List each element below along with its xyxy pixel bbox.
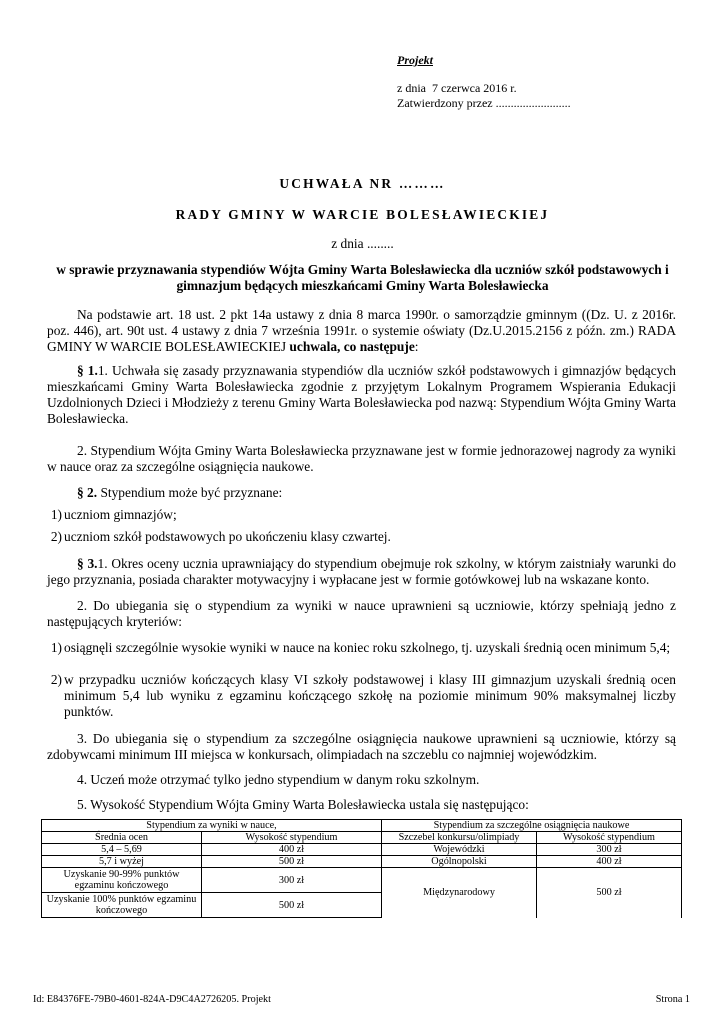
par1-item1: § 1.1. Uchwała się zasady przyznawania stypendiów dla uczniów szkół podstawowych i gimnazjów będących mieszkańcami Gminy Warta Bolesławiecka zgodnie z przyjętym Lokalnym Programem Wspierania Edukacji Uzdolnionych Dzieci i Młodzieży z terenu Gminy Warta Bolesławiecka pod nazwą: Stypendium Wójta Gminy Warta Bolesławiecka. xyxy=(47,363,676,426)
resolution-subject: w sprawie przyznawania stypendiów Wójta Gminy Warta Bolesławiecka dla uczniów szkół podstawowych i gimnazjum będących mieszkańcami Gminy Warta Bolesławiecka xyxy=(56,262,669,293)
table-cell xyxy=(537,868,682,918)
table-col-header: Średnia ocen xyxy=(42,832,202,844)
par2-intro: § 2. Stypendium może być przyznane: xyxy=(77,485,283,500)
table-cell: 400 zł xyxy=(202,844,382,856)
par1-item2: 2. Stypendium Wójta Gminy Warta Bolesławiecka przyznawane jest w formie jednorazowej nagrody za wyniki w nauce oraz za szczególne osiągnięcia naukowe. xyxy=(47,443,676,474)
list-item: 1) osiągnęli szczególnie wysokie wyniki w nauce na koniec roku szkolnego, tj. uzyskali średnią ocen minimum 5,4; xyxy=(50,640,671,655)
par3-item1: § 3.1. Okres oceny ucznia uprawniający do stypendium obejmuje rok szkolny, w którym zaistniały warunki do jego przyznania, posiada charakter motywacyjny i wypłacane jest w formie gotówkowej lub na wskazane konto. xyxy=(47,556,676,587)
table-cell: 5,4 – 5,69 xyxy=(42,844,202,856)
resolution-date: z dnia ........ xyxy=(331,236,394,251)
table-cell: Uzyskanie 90-99% punktów egzaminu kończowego xyxy=(42,868,202,893)
table-cell: 500 zł xyxy=(202,893,382,918)
table-cell: 400 zł xyxy=(537,856,682,868)
list-item: 1) uczniom gimnazjów; xyxy=(50,507,177,522)
par3-item3: 3. Do ubiegania się o stypendium za szczególne osiągnięcia naukowe uprawnieni są uczniowie, którzy są zdobywcami minimum III miejsca w konkursach, olimpiadach na szczeblu co najmniej wojewódzkim. xyxy=(47,731,676,762)
table-cell: Uzyskanie 100% punktów egzaminu kończowego xyxy=(42,893,202,918)
table-row xyxy=(42,868,682,893)
table-cell: 5,7 i wyżej xyxy=(42,856,202,868)
table-col-header: Wysokość stypendium xyxy=(202,832,382,844)
table-header-right: Stypendium za szczególne osiągnięcia naukowe xyxy=(382,820,682,832)
header-date: z dnia 7 czerwca 2016 r. xyxy=(397,81,517,95)
council-title: RADY GMINY W WARCIE BOLESŁAWIECKIEJ xyxy=(175,207,550,222)
table-row xyxy=(42,844,682,856)
projekt-label: Projekt xyxy=(397,53,433,67)
preamble: Na podstawie art. 18 ust. 2 pkt 14a ustawy z dnia 8 marca 1990r. o samorządzie gminnym ((Dz. U. z 2016r. poz. 446), art. 90t ust. 4 ustawy z dnia 7 września 1991r. o systemie oświaty (Dz.U.2015.2156 z późn. zm.) RADA GMINY W WARCIE BOLESŁAWIECKIEJ uchwala, co następuje: xyxy=(47,307,676,354)
table-col-header: Wysokość stypendium xyxy=(537,832,682,844)
resolution-title: UCHWAŁA NR ……… xyxy=(279,176,446,191)
table-header-left: Stypendium za wyniki w nauce, xyxy=(42,820,382,832)
par3-item4: 4. Uczeń może otrzymać tylko jedno stypendium w danym roku szkolnym. xyxy=(77,772,480,787)
table-cell: Ogólnopolski xyxy=(382,856,537,868)
table-row xyxy=(42,856,682,868)
table-col-header: Szczebel konkursu/olimpiady xyxy=(382,832,537,844)
table-cell: 300 zł xyxy=(537,844,682,856)
stipend-table xyxy=(41,819,682,918)
table-cell: Wojewódzki xyxy=(382,844,537,856)
list-item: 2) uczniom szkół podstawowych po ukończeniu klasy czwartej. xyxy=(50,529,391,544)
list-item: 2) w przypadku uczniów kończących klasy VI szkoły podstawowej i klasy III gimnazjum uzyskali średnią ocen minimum 5,4 lub wyniku z egzaminu kończącego szkołę na poziomie minimum 90% maksymalnej liczby punktów. xyxy=(50,672,676,719)
table-cell: 300 zł xyxy=(202,868,382,893)
header-approved: Zatwierdzony przez ......................... xyxy=(397,96,571,110)
par3-item5: 5. Wysokość Stypendium Wójta Gminy Warta Bolesławiecka ustala się następująco: xyxy=(77,797,529,812)
par3-item2: 2. Do ubiegania się o stypendium za wyniki w nauce uprawnieni są uczniowie, którzy spełniają jedno z następujących kryteriów: xyxy=(47,598,676,629)
table-cell xyxy=(382,868,537,918)
table-cell: 500 zł xyxy=(202,856,382,868)
table-cell-text: 500 zł xyxy=(596,887,622,899)
document-id: Id: E84376FE-79B0-4601-824A-D9C4A2726205. Projekt xyxy=(33,994,271,1005)
page-number: Strona 1 xyxy=(655,994,690,1005)
table-cell-text: Międzynarodowy xyxy=(423,887,495,899)
